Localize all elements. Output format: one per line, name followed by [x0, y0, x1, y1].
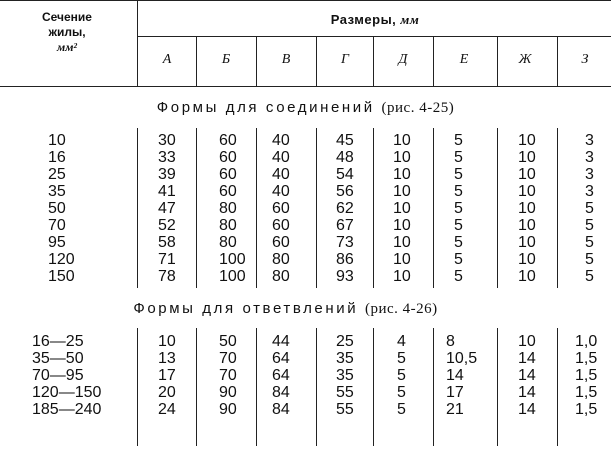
- cell-a: 41: [158, 183, 176, 200]
- cell-g: 93: [336, 268, 354, 285]
- cell-g: 67: [336, 217, 354, 234]
- table-row: [0, 268, 611, 285]
- cell-b: 60: [219, 149, 237, 166]
- cell-section: 70—95: [32, 367, 84, 384]
- cell-section: 16: [48, 149, 66, 166]
- cell-v: 60: [272, 200, 290, 217]
- cell-b: 60: [219, 166, 237, 183]
- cell-d: 10: [393, 132, 411, 149]
- cell-v: 64: [272, 367, 290, 384]
- cell-e: 10,5: [446, 350, 478, 367]
- cell-d: 5: [397, 350, 406, 367]
- cell-b: 90: [219, 384, 237, 401]
- cell-section: 35: [48, 183, 66, 200]
- cell-a: 71: [158, 251, 176, 268]
- cell-e: 5: [454, 166, 463, 183]
- header-dimensions: [140, 12, 610, 28]
- cell-v: 60: [272, 234, 290, 251]
- col-letter-v: В: [281, 52, 291, 67]
- cell-zh: 10: [518, 268, 536, 285]
- cell-e: 5: [454, 149, 463, 166]
- cell-zh: 10: [518, 149, 536, 166]
- cell-b: 70: [219, 367, 237, 384]
- cell-g: 25: [336, 333, 354, 350]
- cell-z: 1,5: [575, 350, 598, 367]
- cell-b: 80: [219, 200, 237, 217]
- cell-d: 5: [397, 367, 406, 384]
- cell-section: 35—50: [32, 350, 84, 367]
- col-letter-a: А: [162, 52, 172, 67]
- cell-a: 58: [158, 234, 176, 251]
- table-row: [0, 367, 611, 384]
- col-letter-e: Е: [459, 52, 469, 67]
- cell-section: 50: [48, 200, 66, 217]
- cell-e: 14: [446, 367, 464, 384]
- cell-g: 35: [336, 367, 354, 384]
- section-title-joints: [0, 99, 611, 117]
- cell-a: 39: [158, 166, 176, 183]
- cell-b: 50: [219, 333, 237, 350]
- table-row: [0, 217, 611, 234]
- cell-zh: 10: [518, 200, 536, 217]
- cell-b: 100: [219, 251, 246, 268]
- cell-g: 54: [336, 166, 354, 183]
- cell-v: 80: [272, 268, 290, 285]
- cell-g: 48: [336, 149, 354, 166]
- cell-section: 120: [48, 251, 75, 268]
- cell-g: 62: [336, 200, 354, 217]
- header-col0-unit: мм²: [56, 40, 78, 54]
- section-title-branches: [0, 300, 591, 318]
- cell-v: 40: [272, 132, 290, 149]
- cell-d: 10: [393, 183, 411, 200]
- cell-a: 78: [158, 268, 176, 285]
- cell-z: 5: [585, 200, 594, 217]
- header-col0-line2: жилы,: [48, 25, 86, 39]
- cell-e: 5: [454, 217, 463, 234]
- table-row: [0, 401, 611, 418]
- cell-e: 5: [454, 268, 463, 285]
- col-letter-z: З: [581, 52, 589, 67]
- table-row: [0, 251, 611, 268]
- cell-g: 55: [336, 401, 354, 418]
- cell-b: 60: [219, 183, 237, 200]
- cell-zh: 10: [518, 251, 536, 268]
- cell-g: 45: [336, 132, 354, 149]
- cell-z: 5: [585, 217, 594, 234]
- table-row: [0, 183, 611, 200]
- cell-g: 73: [336, 234, 354, 251]
- cell-e: 5: [454, 200, 463, 217]
- cell-e: 17: [446, 384, 464, 401]
- cell-zh: 10: [518, 234, 536, 251]
- cell-a: 20: [158, 384, 176, 401]
- cell-a: 10: [158, 333, 176, 350]
- section-figure-ref: (рис. 4-25): [381, 100, 455, 116]
- cell-z: 5: [585, 234, 594, 251]
- cell-section: 70: [48, 217, 66, 234]
- cell-e: 8: [446, 333, 455, 350]
- cell-zh: 10: [518, 166, 536, 183]
- cell-zh: 14: [518, 350, 536, 367]
- cell-e: 5: [454, 234, 463, 251]
- table-row: [0, 350, 611, 367]
- cell-section: 25: [48, 166, 66, 183]
- cell-z: 3: [585, 149, 594, 166]
- cell-b: 80: [219, 217, 237, 234]
- section-title-text: Формы для ответвлений: [133, 300, 359, 317]
- cell-zh: 10: [518, 333, 536, 350]
- header-dimensions-unit: мм: [400, 12, 420, 27]
- cell-g: 35: [336, 350, 354, 367]
- cell-d: 10: [393, 234, 411, 251]
- table-row: [0, 234, 611, 251]
- cell-v: 40: [272, 149, 290, 166]
- cell-d: 10: [393, 268, 411, 285]
- cell-z: 3: [585, 132, 594, 149]
- cell-e: 5: [454, 183, 463, 200]
- cell-zh: 10: [518, 217, 536, 234]
- cell-zh: 10: [518, 183, 536, 200]
- cell-z: 5: [585, 251, 594, 268]
- cell-d: 10: [393, 149, 411, 166]
- col-letter-d: Д: [398, 52, 408, 67]
- cell-e: 21: [446, 401, 464, 418]
- table-row: [0, 333, 611, 350]
- cell-z: 1,5: [575, 384, 598, 401]
- cell-v: 80: [272, 251, 290, 268]
- cell-z: 5: [585, 268, 594, 285]
- cell-z: 1,0: [575, 333, 598, 350]
- cell-v: 40: [272, 166, 290, 183]
- cell-section: 10: [48, 132, 66, 149]
- cell-zh: 14: [518, 401, 536, 418]
- cell-a: 47: [158, 200, 176, 217]
- cell-v: 64: [272, 350, 290, 367]
- header-divider: [137, 0, 138, 86]
- cell-d: 10: [393, 251, 411, 268]
- cell-a: 52: [158, 217, 176, 234]
- cell-v: 40: [272, 183, 290, 200]
- top-rule: [0, 0, 611, 1]
- cell-v: 84: [272, 401, 290, 418]
- header-cross-section: [2, 10, 132, 55]
- table-row: [0, 149, 611, 166]
- cell-b: 100: [219, 268, 246, 285]
- cell-a: 17: [158, 367, 176, 384]
- cell-a: 33: [158, 149, 176, 166]
- cell-section: 95: [48, 234, 66, 251]
- cell-d: 10: [393, 166, 411, 183]
- cell-a: 24: [158, 401, 176, 418]
- cell-section: 120—150: [32, 384, 102, 401]
- cell-section: 185—240: [32, 401, 102, 418]
- header-col0-line1: Сечение: [42, 10, 92, 24]
- cell-zh: 14: [518, 367, 536, 384]
- col-letter-zh: Ж: [518, 52, 532, 67]
- section-figure-ref: (рис. 4-26): [365, 301, 438, 317]
- cell-d: 4: [397, 333, 406, 350]
- col-letter-g: Г: [341, 52, 349, 67]
- cell-d: 10: [393, 200, 411, 217]
- cell-z: 3: [585, 166, 594, 183]
- cell-z: 1,5: [575, 401, 598, 418]
- cell-section: 150: [48, 268, 75, 285]
- cell-section: 16—25: [32, 333, 84, 350]
- cell-zh: 10: [518, 132, 536, 149]
- cell-g: 56: [336, 183, 354, 200]
- header-dimensions-label: Размеры,: [330, 12, 397, 27]
- cell-v: 60: [272, 217, 290, 234]
- cell-b: 60: [219, 132, 237, 149]
- header-bottom-rule: [0, 86, 611, 87]
- cell-e: 5: [454, 251, 463, 268]
- cell-v: 44: [272, 333, 290, 350]
- table-row: [0, 166, 611, 183]
- cell-a: 13: [158, 350, 176, 367]
- cell-g: 86: [336, 251, 354, 268]
- col-letter-b: Б: [221, 52, 231, 67]
- header-inner-rule: [137, 36, 611, 37]
- cell-b: 80: [219, 234, 237, 251]
- cell-g: 55: [336, 384, 354, 401]
- cell-z: 3: [585, 183, 594, 200]
- table-row: [0, 132, 611, 149]
- table-row: [0, 200, 611, 217]
- cell-d: 5: [397, 384, 406, 401]
- table-row: [0, 384, 611, 401]
- cell-z: 1,5: [575, 367, 598, 384]
- section-title-text: Формы для соединений: [156, 99, 375, 116]
- cell-a: 30: [158, 132, 176, 149]
- cell-d: 5: [397, 401, 406, 418]
- cell-zh: 14: [518, 384, 536, 401]
- cell-d: 10: [393, 217, 411, 234]
- cell-b: 90: [219, 401, 237, 418]
- cell-b: 70: [219, 350, 237, 367]
- cell-v: 84: [272, 384, 290, 401]
- cell-e: 5: [454, 132, 463, 149]
